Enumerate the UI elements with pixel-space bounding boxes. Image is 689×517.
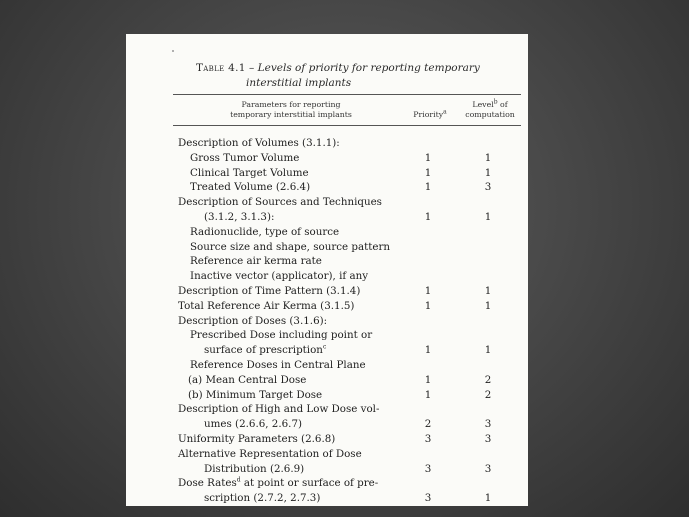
row-computation: 1 <box>484 285 492 297</box>
row-label: Inactive vector (applicator), if any <box>190 270 369 283</box>
row-label: Description of High and Low Dose vol- <box>178 403 380 416</box>
header-computation-text: computation <box>465 110 515 119</box>
row-label-text: Dose Rates <box>178 477 237 490</box>
top-rule <box>173 94 521 95</box>
row-label <box>178 477 378 489</box>
row-computation: 1 <box>484 492 492 505</box>
row-label: (b) Minimum Target Dose <box>188 388 323 401</box>
row-priority: 1 <box>424 151 432 164</box>
table-row <box>126 433 528 448</box>
row-priority: 1 <box>424 211 432 223</box>
row-priority: 1 <box>424 285 432 297</box>
row-computation: 1 <box>484 151 492 164</box>
row-label: scription (2.7.2, 2.7.3) <box>204 492 321 505</box>
row-label: Total Reference Air Kerma (3.1.5) <box>178 299 355 312</box>
row-label: (3.1.2, 3.1.3): <box>204 211 275 223</box>
row-computation: 1 <box>484 166 492 179</box>
row-label: umes (2.6.6, 2.6.7) <box>204 418 303 431</box>
table-row <box>126 167 528 182</box>
row-computation: 3 <box>484 462 492 475</box>
row-computation: 1 <box>484 344 492 357</box>
row-label: Treated Volume (2.6.4) <box>190 181 311 194</box>
row-priority: 1 <box>424 373 432 386</box>
table-row <box>126 181 528 196</box>
row-label: (a) Mean Central Dose <box>188 373 307 386</box>
table-row <box>126 359 528 374</box>
table-row <box>126 285 528 300</box>
table-row <box>126 137 528 152</box>
row-label: Description of Sources and Techniques <box>178 196 382 209</box>
row-computation: 1 <box>484 211 492 223</box>
scan-speck <box>172 50 174 52</box>
table-label: Table 4.1 <box>196 62 246 74</box>
row-label: Description of Volumes (3.1.1): <box>178 137 340 149</box>
table-row <box>126 226 528 241</box>
row-label: Reference Doses in Central Plane <box>190 359 366 371</box>
header-computation <box>458 100 522 120</box>
row-computation: 1 <box>484 299 492 312</box>
row-label: Reference air kerma rate <box>190 255 322 268</box>
header-parameters-line-1: Parameters for reporting <box>241 100 341 109</box>
header-rule <box>173 125 521 126</box>
row-priority: 3 <box>424 462 432 475</box>
row-computation: 3 <box>484 181 492 194</box>
title-dash: – <box>245 62 258 74</box>
table-row <box>126 329 528 344</box>
document-page <box>126 34 528 506</box>
table-row <box>126 344 528 359</box>
header-parameters <box>216 100 366 120</box>
table-row <box>126 492 528 506</box>
table-row <box>126 270 528 285</box>
row-priority: 1 <box>424 344 432 357</box>
header-priority <box>406 110 454 120</box>
title-line-2: interstitial implants <box>246 77 352 89</box>
header-priority-text: Priority <box>413 110 444 119</box>
table-row <box>126 477 528 492</box>
row-label: Prescribed Dose including point or <box>190 329 373 342</box>
table-title <box>196 61 516 91</box>
table-row <box>126 374 528 389</box>
row-label: Distribution (2.6.9) <box>204 462 305 475</box>
table-row <box>126 211 528 226</box>
header-priority-footnote: a <box>443 108 447 116</box>
row-computation: 2 <box>484 388 492 401</box>
header-level-of: of <box>497 100 508 109</box>
table-row <box>126 463 528 478</box>
table-row <box>126 403 528 418</box>
table-row <box>126 255 528 270</box>
row-computation: 3 <box>484 418 492 431</box>
row-priority: 1 <box>424 166 432 179</box>
title-line-1: Levels of priority for reporting temporary <box>257 62 480 74</box>
table-row <box>126 152 528 167</box>
header-level-text: Level <box>472 100 494 109</box>
table-row <box>126 389 528 404</box>
row-priority: 1 <box>424 299 432 312</box>
row-label <box>204 344 326 356</box>
row-label-continuation: at point or surface of pre- <box>240 477 379 490</box>
row-priority: 2 <box>424 418 432 431</box>
table-row <box>126 448 528 463</box>
row-label: Gross Tumor Volume <box>190 151 300 164</box>
row-computation: 2 <box>484 373 492 386</box>
table-row <box>126 300 528 315</box>
table-row <box>126 196 528 211</box>
row-label: Radionuclide, type of source <box>190 225 340 238</box>
row-computation: 3 <box>484 433 492 445</box>
row-label: Source size and shape, source pattern <box>190 240 391 253</box>
row-label: Uniformity Parameters (2.6.8) <box>178 433 336 445</box>
table-row <box>126 241 528 256</box>
row-label: Clinical Target Volume <box>190 166 309 179</box>
row-footnote-mark: c <box>322 343 327 351</box>
table-row <box>126 315 528 330</box>
row-priority: 1 <box>424 388 432 401</box>
row-priority: 3 <box>424 433 432 445</box>
row-priority: 1 <box>424 181 432 194</box>
table-row <box>126 418 528 433</box>
row-label: Alternative Representation of Dose <box>178 447 362 460</box>
row-label: Description of Doses (3.1.6): <box>178 314 328 327</box>
row-priority: 3 <box>424 492 432 505</box>
header-parameters-line-2: temporary interstitial implants <box>230 110 352 119</box>
row-label: Description of Time Pattern (3.1.4) <box>178 285 361 297</box>
row-label-text: surface of prescription <box>204 344 323 357</box>
header-level-footnote: b <box>493 98 498 106</box>
row-footnote-mark: d <box>236 476 241 484</box>
